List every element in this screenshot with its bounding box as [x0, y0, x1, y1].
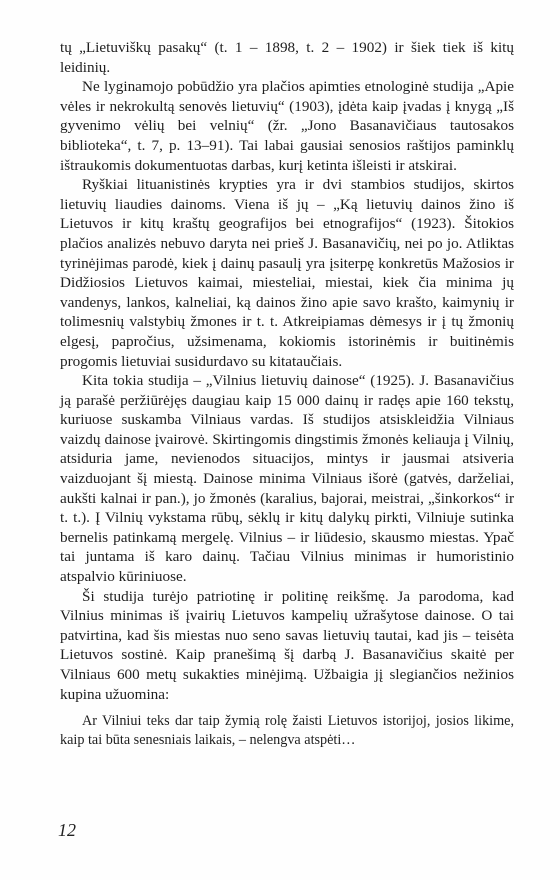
paragraph-etnology-study: Ne lyginamojo pobūdžio yra plačios apimties etnologinė studija „Apie vėles ir nekrokultą senovės lietuvių“ (1903), įdėta kaip įvadas į knygą „Iš gyvenimo vėlių bei velnių“ (žr. „Jono Basanavičiaus tautosakos biblioteka“, t. 7, p. 13–91). Tai labai gausiai senosios raštijos paminklų ištraukomis dokumentuotas darbas, kurį ketinta išleisti ir atskirai.	[60, 78, 514, 174]
paragraph-vilnius-songs: Kita tokia studija – „Vilnius lietuvių dainose“ (1925). J. Basanavičius ją parašė peržiūrėjęs daugiau kaip 15 000 dainų ir radęs apie 160 tekstų, kuriuose suskamba Vilniaus vardas. Iš studijos atsiskleidžia Vilniaus vaizdų dainose įvairovė. Skirtingomis dingstimis žmonės keliauja į Vilnių, atsiduria jame, nevienodos situacijos, mintys ir jausmai atsiveria vaizduojant šį miestą. Dainose minima Vilniaus išorė (gatvės, darželiai, aukšti kalnai ir pan.), jo žmonės (karalius, bajorai, meistrai, „šinkorkos“ ir t. t.). Į Vilnių vykstama rūbų, sėklų ir kitų dalykų pirkti, Vilniuje sutinka bernelis patinkamą mergelę. Vilnius – ir liūdesio, skausmo miestas. Ypač tai juntama iš karo dainų. Tačiau Vilnius minimas ir humoristinio atspalvio kūriniuose.	[60, 372, 514, 586]
paragraph-political-meaning: Ši studija turėjo patriotinę ir politinę reikšmę. Ja parodoma, kad Vilnius minimas iš įvairių Lietuvos kampelių užrašytose dainose. O tai patvirtina, kad šis miestas nuo seno savas lietuvių tautai, kad jis – teisėta Lietuvos sostinė. Kaip pranešimą šį darbą J. Basanavičius skaitė per Vilniaus 600 metų sukakties minėjimą. Užbaigia jį slegiančios nežinios kupina užuomina:	[60, 587, 514, 703]
page-number: 12	[58, 820, 76, 840]
body-text	[60, 38, 514, 750]
paragraph-continuation: tų „Lietuviškų pasakų“ (t. 1 – 1898, t. 2 – 1902) ir šiek tiek iš kitų leidinių.	[60, 39, 514, 76]
quote-paragraph: Ar Vilniui teks dar taip žymią rolę žaisti Lietuvos istorijoj, josios likime, kaip tai būta senesniais laikais, – nelengva atspėti…	[60, 713, 514, 749]
paragraph-song-geography: Ryškiai lituanistinės krypties yra ir dvi stambios studijos, skirtos lietuvių liaudies dainoms. Viena iš jų – „Ką lietuvių dainos žino iš Lietuvos ir kitų kraštų geografijos bei etnografijos“ (1923). Šitokios plačios analizės nebuvo daryta nei prieš J. Basanavičių, nei po jo. Atliktas tyrinėjimas parodė, kiek į dainų pasaulį yra įsiterpę konkretūs Mažosios ir Didžiosios Lietuvos kaimai, miesteliai, miestai, kiek čia minima jų vandenys, lankos, kalneliai, ką dainos žino apie savo krašto, kaimynių ir tolimesnių valstybių žmones ir t. t. Atkreipiamas dėmesys ir į tų žmonių elgesį, papročius, užsimenama, kokiomis istorinėmis ir buitinėmis progomis lietuviai susidurdavo su kitataučiais.	[60, 176, 514, 370]
